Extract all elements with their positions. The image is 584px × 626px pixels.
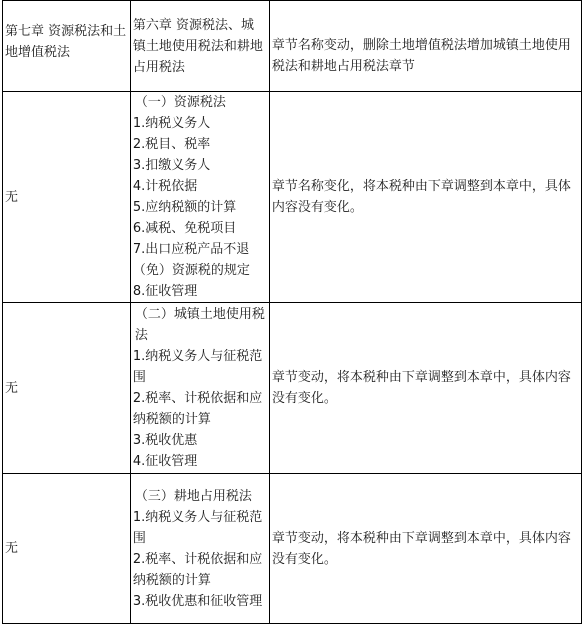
list-item: 4.征收管理 <box>132 454 198 469</box>
note-cell <box>269 92 581 303</box>
header-note-cell <box>269 1 581 92</box>
list-item: 2.税目、税率 <box>132 137 211 152</box>
list-item: 3.税收优惠 <box>132 433 198 448</box>
list-item: 7.出口应税产品不退（免）资源税的规定 <box>132 242 250 278</box>
old-cell <box>3 474 131 624</box>
note-cell <box>269 474 581 624</box>
section-heading: （一）资源税法 <box>134 95 226 110</box>
list-item: 1.纳税义务人与征税范围 <box>132 349 263 385</box>
old-cell <box>3 303 131 474</box>
list-item: 8.征收管理 <box>132 284 198 299</box>
new-content-cell <box>130 303 269 474</box>
list-item: 4.计税依据 <box>132 179 198 194</box>
list-item: 1.纳税义务人 <box>132 116 211 131</box>
header-note: 章节名称变动，删除土地增值税法增加城镇土地使用税法和耕地占用税法章节 <box>271 38 571 74</box>
old-chapter-cell <box>3 1 131 92</box>
old-chapter-title: 第七章 资源税法和土地增值税法 <box>5 24 127 60</box>
new-chapter-cell <box>130 1 269 92</box>
new-content-cell <box>130 92 269 303</box>
list-item: 3.扣缴义务人 <box>132 158 211 173</box>
header-row <box>3 1 582 92</box>
list-item: 3.税收优惠和征收管理 <box>132 593 263 609</box>
old-cell <box>3 92 131 303</box>
list-item: 6.减税、免税项目 <box>132 221 237 236</box>
list-item: 5.应纳税额的计算 <box>132 200 237 215</box>
row-note: 章节名称变化，将本税种由下章调整到本章中，具体内容没有变化。 <box>271 179 571 215</box>
comparison-table <box>2 0 582 624</box>
note-cell <box>269 303 581 474</box>
old-value: 无 <box>5 189 19 205</box>
new-content-cell <box>130 474 269 624</box>
table-row <box>3 474 582 624</box>
old-value: 无 <box>5 380 19 396</box>
list-item: 2.税率、计税依据和应纳税额的计算 <box>132 551 263 588</box>
list-item: 1.纳税义务人与征税范围 <box>132 509 263 546</box>
row-note: 章节变动，将本税种由下章调整到本章中，具体内容没有变化。 <box>271 370 571 406</box>
old-value: 无 <box>5 541 19 556</box>
list-item: 2.税率、计税依据和应纳税额的计算 <box>132 391 263 427</box>
new-chapter-title: 第六章 资源税法、城镇土地使用税法和耕地占用税法 <box>132 17 263 75</box>
section-heading: （二）城镇土地使用税法 <box>134 307 265 343</box>
table-row <box>3 92 582 303</box>
section-heading: （三）耕地占用税法 <box>134 488 252 504</box>
row-note: 章节变动，将本税种由下章调整到本章中，具体内容没有变化。 <box>271 530 571 567</box>
table-row <box>3 303 582 474</box>
